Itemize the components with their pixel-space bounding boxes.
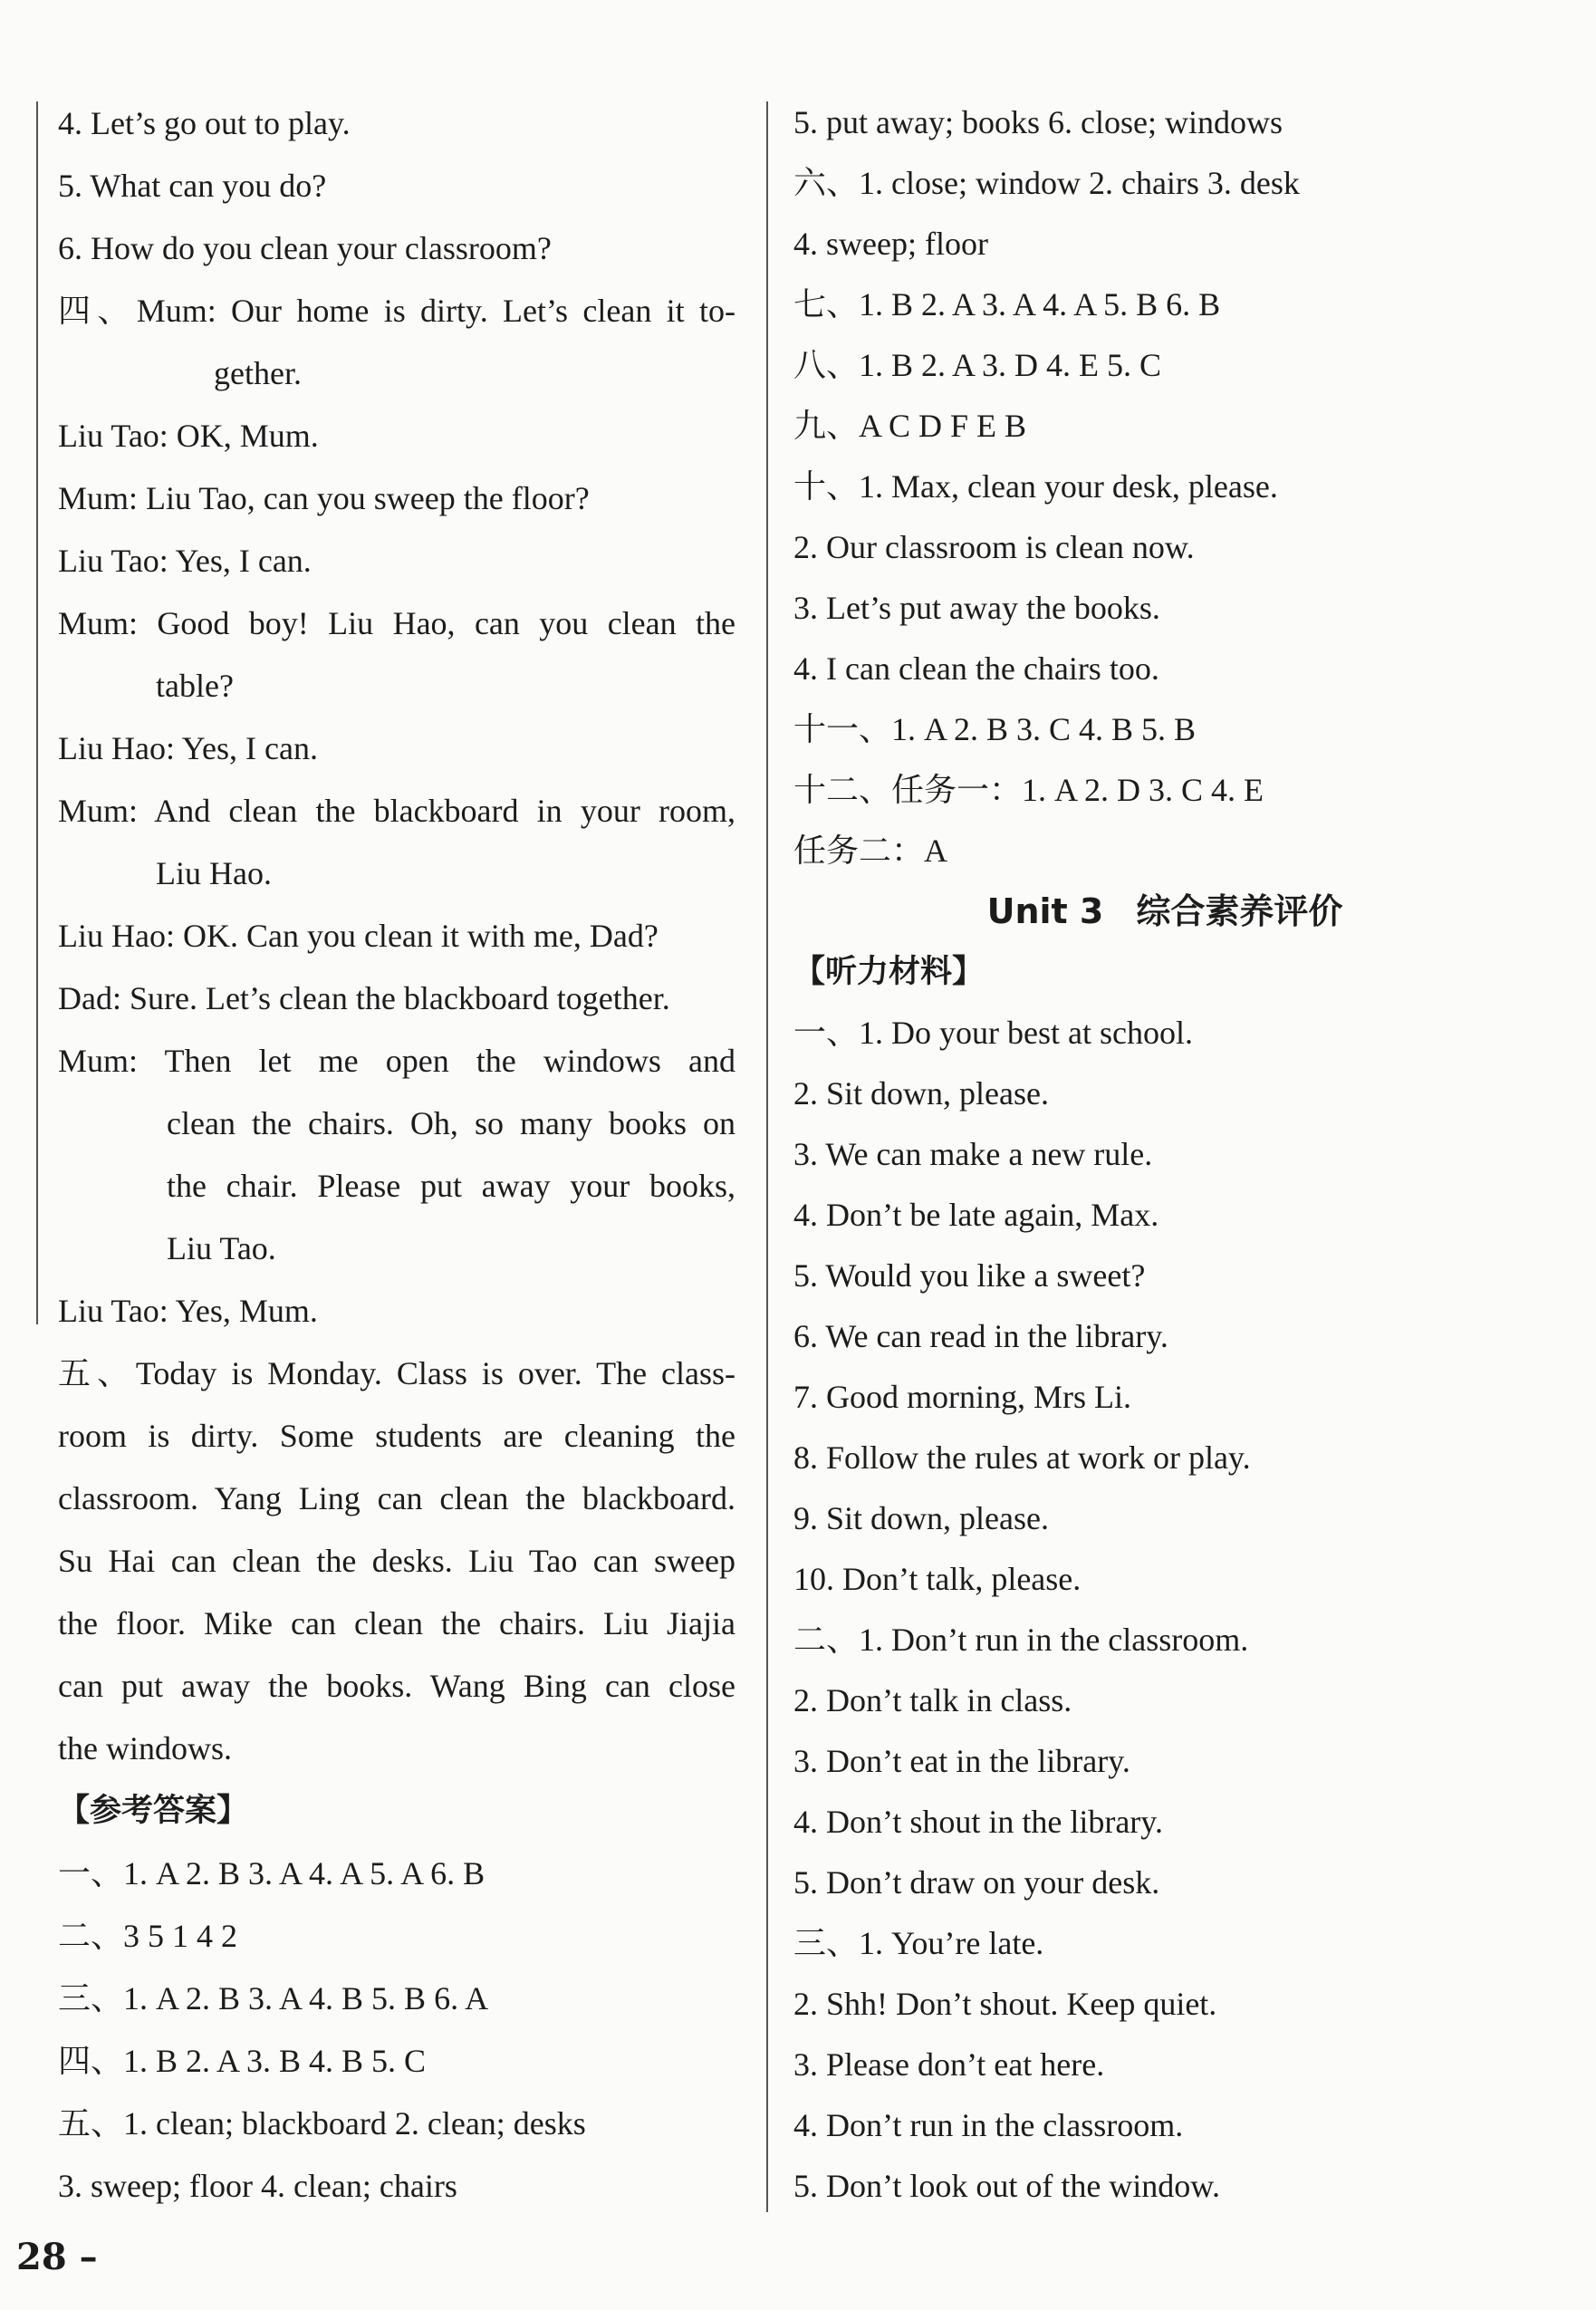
text-line: clean the chairs. Oh, so many books on bbox=[167, 1105, 736, 1141]
text-line: 3. Let’s put away the books. bbox=[793, 590, 1160, 626]
section-heading: 【参考答案】 bbox=[58, 1793, 249, 1829]
text-line: 3. Please don’t eat here. bbox=[793, 2046, 1105, 2083]
text-line: 8. Follow the rules at work or play. bbox=[793, 1439, 1251, 1476]
text-line: 5. put away; books 6. close; windows bbox=[793, 104, 1283, 140]
text-line: 2. Don’t talk in class. bbox=[793, 1682, 1072, 1718]
text-line: 五、Today is Monday. Class is over. The class- bbox=[58, 1355, 736, 1391]
text-line: 九、A C D F E B bbox=[793, 408, 1027, 444]
text-line: Mum: Liu Tao, can you sweep the floor? bbox=[58, 480, 590, 516]
text-line: 十一、1. A 2. B 3. C 4. B 5. B bbox=[793, 711, 1197, 747]
text-line: 一、1. A 2. B 3. A 4. A 5. A 6. B bbox=[58, 1855, 486, 1891]
text-line: the windows. bbox=[58, 1730, 232, 1766]
right-column bbox=[793, 92, 1536, 2217]
left-column bbox=[58, 92, 736, 2218]
text-line: 2. Sit down, please. bbox=[793, 1075, 1049, 1112]
text-line: room is dirty. Some students are cleaning the bbox=[58, 1418, 736, 1454]
text-line: 3. We can make a new rule. bbox=[793, 1136, 1153, 1172]
text-line: Su Hai can clean the desks. Liu Tao can sweep bbox=[58, 1543, 736, 1579]
text-line: 3. sweep; floor 4. clean; chairs bbox=[58, 2168, 457, 2204]
unit-subtitle: 综合素养评价 bbox=[1136, 891, 1343, 931]
text-line: can put away the books. Wang Bing can close bbox=[58, 1668, 736, 1704]
text-line: 2. Shh! Don’t shout. Keep quiet. bbox=[793, 1986, 1217, 2022]
text-line: Liu Tao: Yes, Mum. bbox=[58, 1293, 318, 1329]
text-line: Liu Tao: Yes, I can. bbox=[58, 543, 312, 579]
text-line: 9. Sit down, please. bbox=[793, 1500, 1049, 1536]
section-heading: 【听力材料】 bbox=[793, 954, 985, 990]
text-line: Liu Hao. bbox=[156, 855, 272, 891]
text-line: 4. I can clean the chairs too. bbox=[793, 650, 1159, 687]
text-line: 八、1. B 2. A 3. D 4. E 5. C bbox=[793, 347, 1162, 383]
text-line: 4. Don’t run in the classroom. bbox=[793, 2107, 1184, 2143]
text-line: the chair. Please put away your books, bbox=[167, 1168, 736, 1204]
text-line: Liu Tao: OK, Mum. bbox=[58, 418, 319, 454]
text-line: 5. Would you like a sweet? bbox=[793, 1257, 1146, 1294]
text-line: 二、3 5 1 4 2 bbox=[58, 1918, 238, 1954]
text-line: 4. Let’s go out to play. bbox=[58, 105, 351, 141]
text-line: 10. Don’t talk, please. bbox=[793, 1561, 1082, 1597]
unit-label: Unit 3 bbox=[986, 891, 1104, 931]
text-line: Mum: And clean the blackboard in your room, bbox=[58, 793, 736, 829]
text-line: the floor. Mike can clean the chairs. Liu Jiajia bbox=[58, 1605, 736, 1641]
text-line: gether. bbox=[214, 355, 302, 391]
text-line: 三、1. You’re late. bbox=[793, 1925, 1044, 1961]
text-line: 七、1. B 2. A 3. A 4. A 5. B 6. B bbox=[793, 286, 1221, 322]
text-line: 4. Don’t be late again, Max. bbox=[793, 1197, 1159, 1233]
column-divider bbox=[766, 101, 768, 2212]
text-line: 2. Our classroom is clean now. bbox=[793, 529, 1195, 565]
text-line: 十、1. Max, clean your desk, please. bbox=[793, 468, 1278, 505]
text-line: Liu Hao: OK. Can you clean it with me, Dad? bbox=[58, 918, 659, 954]
text-line: 四、Mum: Our home is dirty. Let’s clean it to- bbox=[58, 293, 736, 329]
text-line: 十二、任务一：1. A 2. D 3. C 4. E bbox=[793, 772, 1264, 808]
text-line: 3. Don’t eat in the library. bbox=[793, 1743, 1130, 1779]
text-line: 五、1. clean; blackboard 2. clean; desks bbox=[58, 2105, 586, 2142]
text-line: 四、1. B 2. A 3. B 4. B 5. C bbox=[58, 2043, 427, 2079]
text-line: Dad: Sure. Let’s clean the blackboard together. bbox=[58, 980, 670, 1016]
text-line: 三、1. A 2. B 3. A 4. B 5. B 6. A bbox=[58, 1980, 489, 2016]
text-line: 一、1. Do your best at school. bbox=[793, 1015, 1193, 1051]
text-line: Liu Tao. bbox=[167, 1230, 276, 1266]
text-line: 4. Don’t shout in the library. bbox=[793, 1804, 1163, 1840]
text-line: 6. We can read in the library. bbox=[793, 1318, 1168, 1354]
text-line: 6. How do you clean your classroom? bbox=[58, 230, 552, 266]
unit-title bbox=[793, 881, 1536, 942]
text-line: 5. What can you do? bbox=[58, 168, 327, 204]
text-line: Mum: Good boy! Liu Hao, can you clean the bbox=[58, 605, 736, 641]
text-line: 二、1. Don’t run in the classroom. bbox=[793, 1622, 1249, 1658]
text-line: classroom. Yang Ling can clean the blackboard. bbox=[58, 1480, 736, 1516]
text-line: 六、1. close; window 2. chairs 3. desk bbox=[793, 165, 1300, 201]
left-margin-rule bbox=[36, 101, 38, 1324]
text-line: Liu Hao: Yes, I can. bbox=[58, 730, 318, 766]
text-line: 5. Don’t draw on your desk. bbox=[793, 1864, 1160, 1901]
page-number: 28 – bbox=[16, 2236, 98, 2278]
text-line: 5. Don’t look out of the window. bbox=[793, 2168, 1220, 2204]
text-line: 任务二：A bbox=[793, 833, 947, 869]
text-line: 7. Good morning, Mrs Li. bbox=[793, 1379, 1131, 1415]
text-line: table? bbox=[156, 668, 234, 704]
text-line: 4. sweep; floor bbox=[793, 226, 988, 262]
text-line: Mum: Then let me open the windows and bbox=[58, 1043, 736, 1079]
